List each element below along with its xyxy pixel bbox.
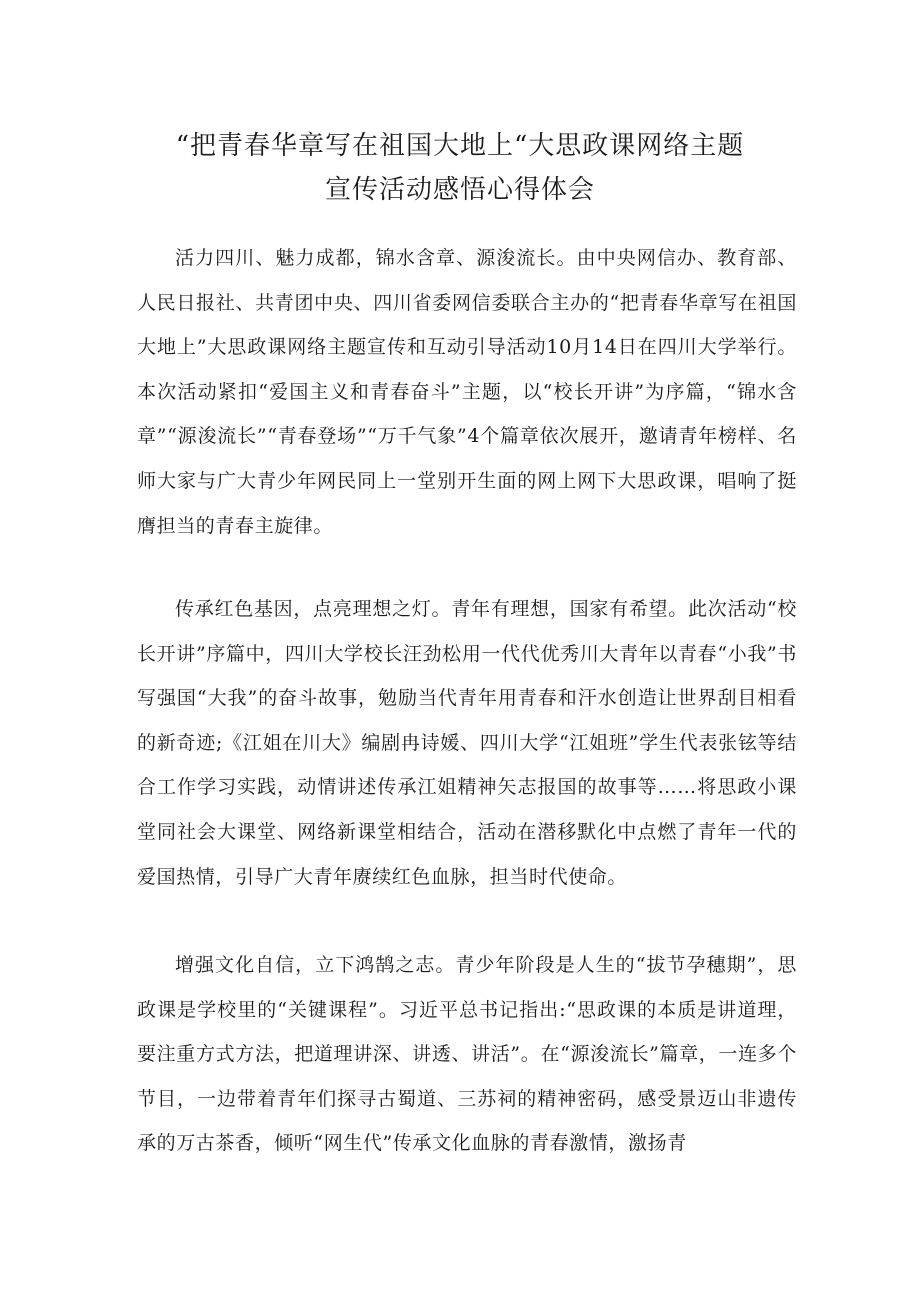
paragraph-3: 增强文化自信，立下鸿鹄之志。青少年阶段是人生的“拔节孕穗期”，思政课是学校里的“关键课程”。习近平总书记指出:“思政课的本质是讲道理，要注重方式方法，把道理讲深、讲透、讲活”。在“源浚流长”篇章，一连多个节目，一边带着青年们探寻古蜀道、三苏祠的精神密码，感受景迈山非遗传承的万古茶香，倾听“网生代”传承文化血脉的青春激情，激扬青	[137, 954, 797, 1155]
paragraph-1: 活力四川、魅力成都，锦水含章、源浚流长。由中央网信办、教育部、人民日报社、共青团中央、四川省委网信委联合主办的“把青春华章写在祖国大地上”大思政课网络主题宣传和互动引导活动10月14日在四川大学举行。本次活动紧扣“爱国主义和青春奋斗”主题，以“校长开讲”为序篇，“锦水含章”“源浚流长”“青春登场”“万千气象”4个篇章依次展开，邀请青年榜样、名师大家与广大青少年网民同上一堂别开生面的网上网下大思政课，唱响了挺膺担当的青春主旋律。	[137, 247, 797, 537]
paragraph-2: 传承红色基因，点亮理想之灯。青年有理想，国家有希望。此次活动“校长开讲”序篇中，四川大学校长汪劲松用一代代优秀川大青年以青春“小我”书写强国“大我”的奋斗故事，勉励当代青年用青春和汗水创造让世界刮目相看的新奇迹;《江姐在川大》编剧冉诗媛、四川大学“江姐班”学生代表张铉等结合工作学习实践，动情讲述传承江姐精神矢志报国的故事等……将思政小课堂同社会大课堂、网络新课堂相结合，活动在潜移默化中点燃了青年一代的爱国热情，引导广大青年赓续红色血脉，担当时代使命。	[137, 598, 797, 888]
document-title-line-2: 宣传活动感悟心得体会	[324, 175, 595, 205]
document-title-line-1: “把青春华章写在祖国大地上“大思政课网络主题	[175, 131, 745, 161]
